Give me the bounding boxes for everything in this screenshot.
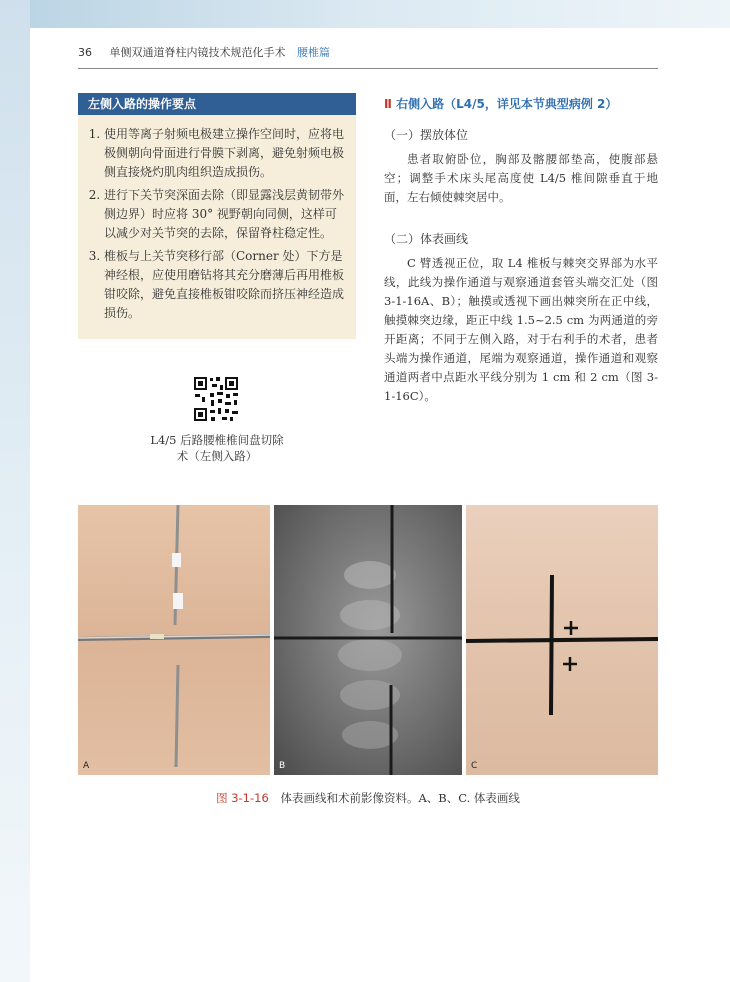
panel-a-photo — [78, 505, 270, 775]
running-header — [78, 44, 658, 60]
header-rule — [78, 68, 658, 69]
book-title: 单侧双通道脊柱内镜技术规范化手术 — [109, 46, 286, 59]
side-decorative-tab — [0, 0, 30, 982]
tip-item: 1. 使用等离子射频电极建立操作空间时，应将电极侧朝向骨面进行骨膜下剥离，避免射频电极侧直接烧灼肌肉组织造成损伤。 — [104, 125, 346, 182]
figure-caption-text: 体表画线和术前影像资料。A、B、C. 体表画线 — [280, 791, 520, 805]
figure-number: 图 3-1-16 — [216, 791, 269, 805]
figure-panel-c — [466, 505, 658, 775]
top-decorative-band — [0, 0, 730, 28]
section-numeral: Ⅱ — [384, 97, 392, 111]
panel-label-a: A — [83, 761, 90, 771]
paragraph-surface-marking: C 臂透视正位，取 L4 椎板与棘突交界部为水平线，此线为操作通道与观察通道套管头端交汇处（图 3-1-16A、B）；触摸或透视下画出棘突所在正中线，触摸棘突边缘，距正中线 1.5~2.5 cm 为两通道的旁开距离；不同于左侧入路，对于右利手的术者，患者头端为操作通道，尾端为观察通道，操作通道和观察通道两者中点距水平线分别为 1 cm 和 2 cm（图 3-1-16C）。 — [384, 256, 658, 403]
figure-caption — [78, 790, 658, 806]
panel-label-c: C — [471, 761, 478, 771]
tip-item: 3. 椎板与上关节突移行部（Corner 处）下方是神经根，应使用磨钻将其充分磨薄后再用椎板钳咬除，避免直接椎板钳咬除而挤压神经造成损伤。 — [104, 247, 346, 323]
page-number: 36 — [78, 46, 92, 59]
figure-panel-b — [274, 505, 462, 775]
qr-code-icon[interactable] — [192, 375, 240, 423]
figure-panel-a — [78, 505, 270, 775]
panel-c-photo — [466, 505, 658, 775]
tips-box — [78, 93, 356, 339]
panel-label-b: B — [279, 761, 286, 771]
section-title — [384, 95, 617, 112]
subsection-heading-positioning: （一）摆放体位 — [384, 128, 469, 142]
tips-list — [78, 125, 356, 323]
subsection-heading-surface-marking: （二）体表画线 — [384, 232, 469, 246]
paragraph-positioning: 患者取俯卧位，胸部及髂腰部垫高，使腹部悬空；调整手术床头尾高度使 L4/5 椎间隙垂直于地面，左右倾使棘突居中。 — [384, 152, 658, 204]
qr-caption: L4/5 后路腰椎椎间盘切除术（左侧入路） — [150, 433, 284, 463]
tips-box-title: 左侧入路的操作要点 — [78, 93, 356, 115]
section-title-text: 右侧入路（L4/5，详见本节典型病例 2） — [396, 97, 618, 111]
volume-title: 腰椎篇 — [297, 46, 330, 59]
panel-b-xray — [274, 505, 462, 775]
tip-item: 2. 进行下关节突深面去除（即显露浅层黄韧带外侧边界）时应将 30° 视野朝向同侧，这样可以减少对关节突的去除，保留脊柱稳定性。 — [104, 186, 346, 243]
